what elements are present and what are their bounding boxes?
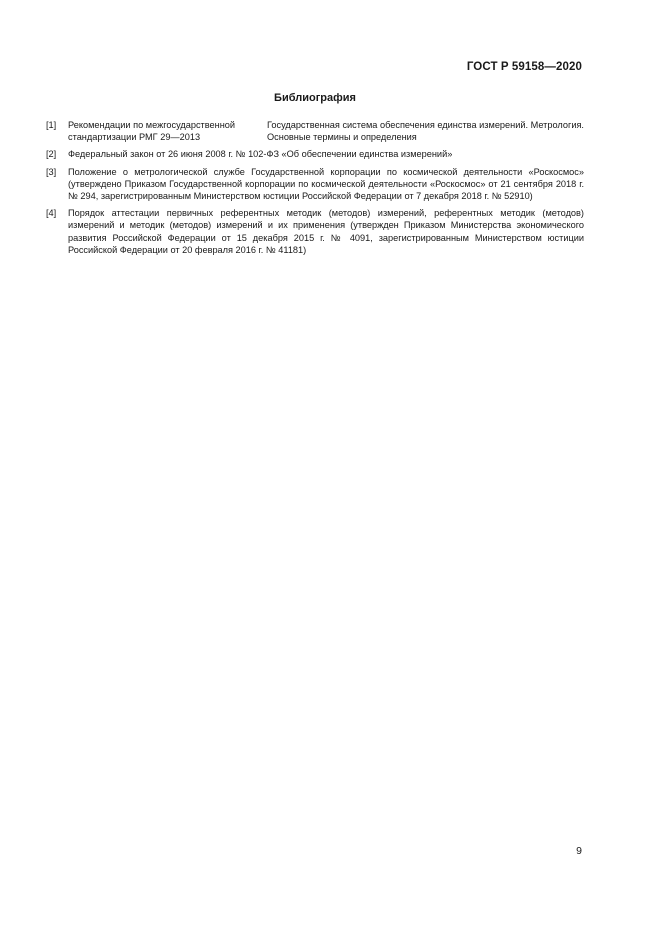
entry-number: [1] <box>46 120 57 130</box>
page-number: 9 <box>576 845 582 857</box>
entry-number: [4] <box>46 208 57 219</box>
document-designation: ГОСТ Р 59158—2020 <box>466 61 582 73</box>
entry-number: [3] <box>46 166 57 177</box>
bibliography-entry <box>46 207 584 256</box>
entry-text: Положение о метрологической службе Государственной корпорации по космической деятельности «Роскосмос» (утверждено Приказом Государственной корпорации по космической деятельности «Роскосмос» от 21 сентября 2018 г. № 294, зарегистрированным Министерством юстиции Российской Федерации от 7 декабря 2018 г. № 52910) <box>68 166 584 202</box>
bibliography-entry <box>46 119 584 143</box>
bibliography-entry <box>46 166 584 203</box>
entry-document-type: Рекомендации по межгосударственной стандартизации РМГ 29—2013 <box>68 120 236 143</box>
entry-text: Порядок аттестации первичных референтных методик (методов) измерений, референтных методик (методов) измерений и методик (методов) измерений и их применения (утвержден Приказом Министерства экономического развития Российской Федерации от 15 декабря 2015 г. № 4091, зарегистрированным Министерством юстиции Российской Федерации от 20 февраля 2016 г. № 41181) <box>68 208 584 255</box>
entry-number: [2] <box>46 149 57 160</box>
bibliography-list <box>46 119 584 261</box>
entry-columns <box>68 119 584 143</box>
bibliography-entry <box>46 148 584 160</box>
bibliography-title: Библиография <box>274 92 356 104</box>
entry-document-title: Государственная система обеспечения единства измерений. Метрология. Основные термины и определения <box>267 120 584 143</box>
entry-text: Федеральный закон от 26 июня 2008 г. № 102-ФЗ «Об обеспечении единства измерений» <box>68 149 453 160</box>
